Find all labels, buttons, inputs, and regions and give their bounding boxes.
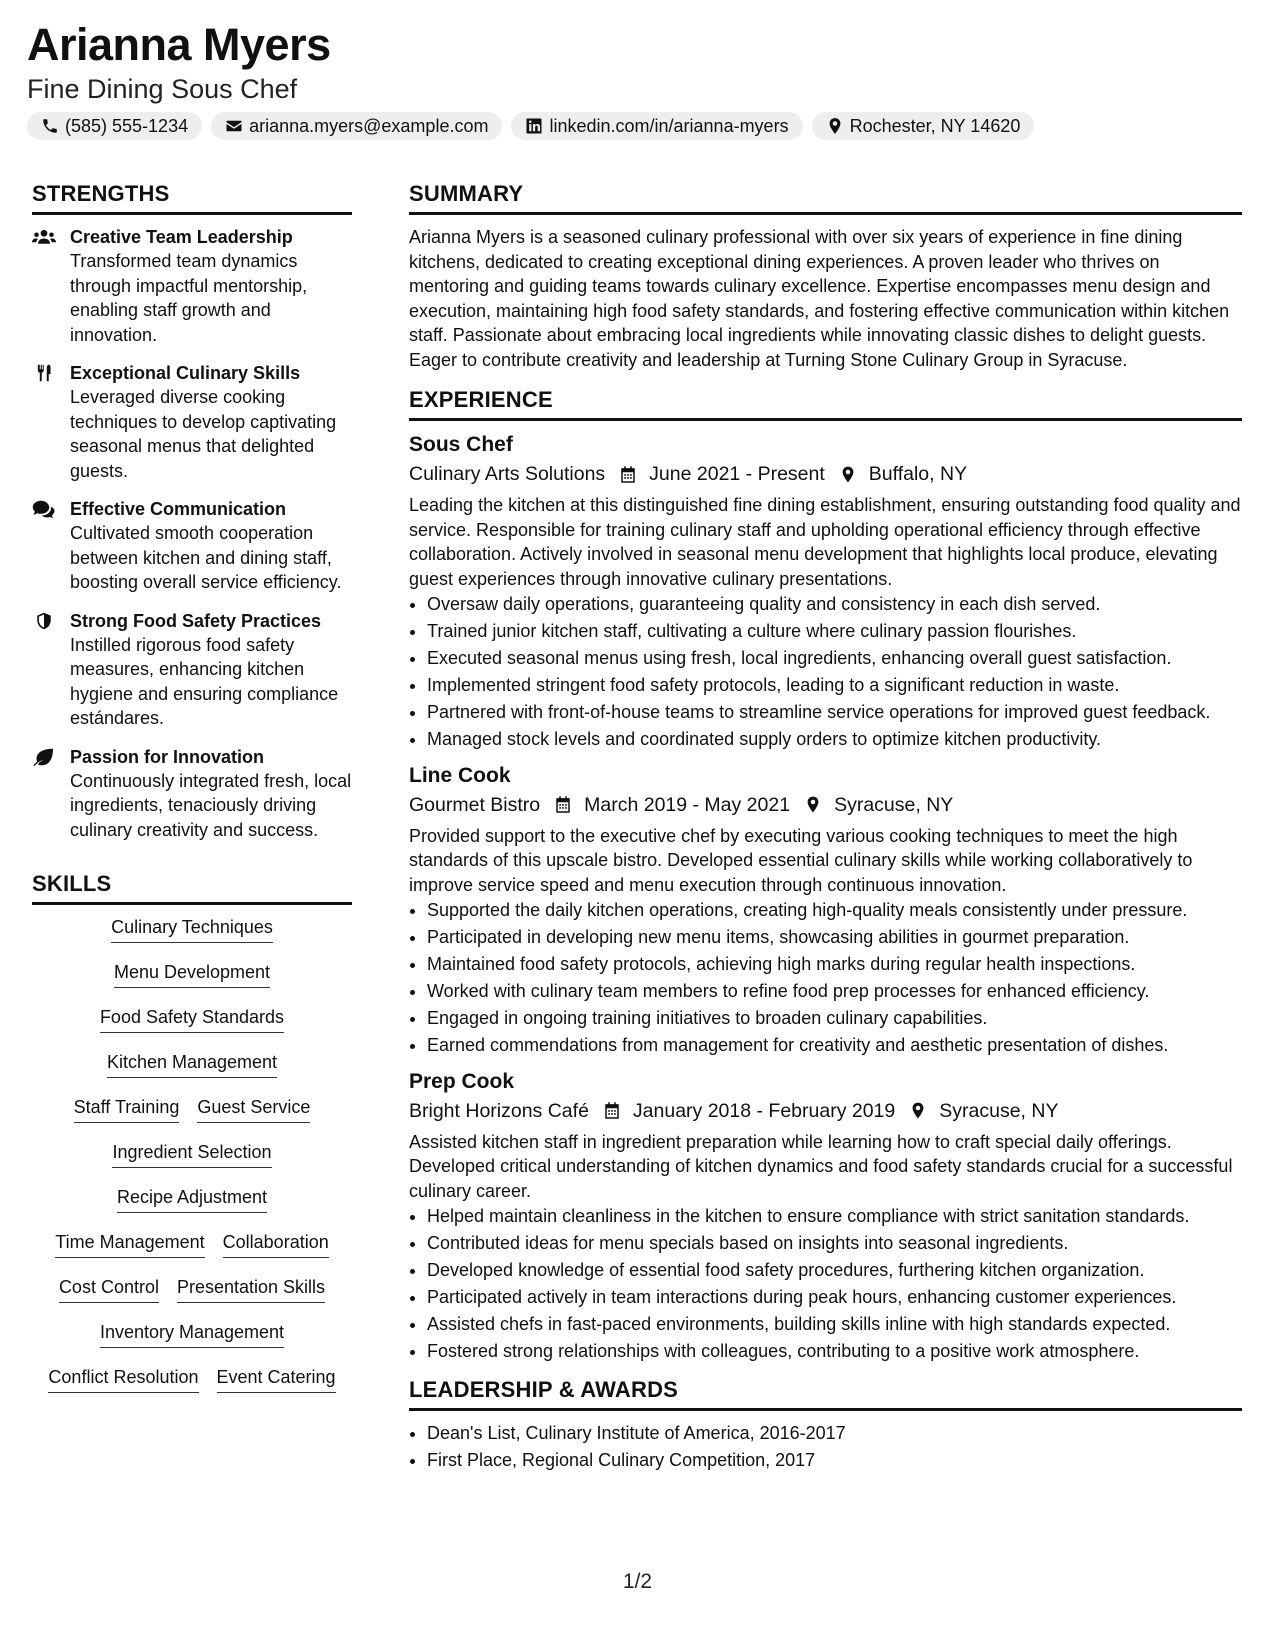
job-company: Culinary Arts Solutions	[409, 463, 606, 485]
location-pin-icon	[826, 117, 844, 135]
left-column	[32, 178, 352, 1410]
strength-item	[32, 609, 352, 731]
job-bullet: • Helped maintain cleanliness in the kitchen to ensure compliance with strict sanitation standards.	[427, 1204, 1242, 1229]
strength-item	[32, 497, 352, 595]
skill-tag: Menu Development	[114, 960, 270, 988]
skill-tag: Event Catering	[217, 1365, 336, 1393]
skill-tag: Inventory Management	[100, 1320, 284, 1348]
strengths-heading: STRENGTHS	[32, 178, 352, 215]
right-column	[409, 178, 1242, 1475]
skill-row	[59, 1275, 325, 1320]
skill-row	[111, 915, 273, 960]
strength-description: Leveraged diverse cooking techniques to develop captivating seasonal menus that delighted guests.	[70, 387, 337, 481]
job-meta	[409, 790, 1242, 820]
skill-row	[48, 1365, 335, 1410]
strength-title: Exceptional Culinary Skills	[70, 363, 301, 383]
job-meta	[409, 459, 1242, 489]
job-description: Leading the kitchen at this distinguished fine dining establishment, ensuring outstanding food quality and service. Responsible for training culinary staff and upholding operational efficiency through effective collaboration. Actively involved in seasonal menu development that highlights local produce, elevating guest experiences through innovative culinary presentations.	[409, 495, 1241, 589]
strength-item	[32, 361, 352, 483]
skill-tag: Conflict Resolution	[48, 1365, 198, 1393]
job-bullet: • Assisted chefs in fast-paced environments, building skills inline with high standards expected.	[427, 1312, 1242, 1337]
contact-location	[812, 112, 1035, 140]
job-bullet: • Supported the daily kitchen operations, creating high-quality meals consistently under pressure.	[427, 898, 1242, 923]
job-bullet: • Developed knowledge of essential food safety procedures, furthering kitchen organization.	[427, 1258, 1242, 1283]
job-bullet: • Oversaw daily operations, guaranteeing quality and consistency in each dish served.	[427, 592, 1242, 617]
summary-text: Arianna Myers is a seasoned culinary professional with over six years of experience in fine dining kitchens, dedicated to creating exceptional dining experiences. A proven leader who thrives on mentoring and guiding teams towards culinary excellence. Expertise encompasses menu design and execution, maintaining high food safety standards, and fostering effective communication within kitchen staff. Passionate about embracing local ingredients while innovating classic dishes to delight guests. Eager to contribute creativity and leadership at Turning Stone Culinary Group in Syracuse.	[409, 227, 1230, 370]
summary-heading: SUMMARY	[409, 178, 1242, 215]
job-bullets	[409, 592, 1242, 752]
experience-list	[409, 431, 1242, 1364]
strength-description: Continuously integrated fresh, local ingredients, tenaciously driving culinary creativity and success.	[70, 770, 352, 840]
email-icon	[225, 117, 243, 135]
contact-linkedin[interactable]	[511, 112, 802, 140]
leaf-icon	[32, 748, 56, 766]
job-bullet: • Trained junior kitchen staff, cultivating a culture where culinary passion flourishes.	[427, 619, 1242, 644]
skill-tag: Culinary Techniques	[111, 915, 273, 943]
job-title: Line Cook	[409, 763, 511, 787]
job-dates: June 2021 - Present	[649, 463, 825, 485]
contact-location-text: Rochester, NY 14620	[849, 115, 1021, 136]
strength-item	[32, 745, 352, 843]
skill-tag: Ingredient Selection	[112, 1140, 271, 1168]
strength-description: Instilled rigorous food safety measures, enhancing kitchen hygiene and ensuring compliance estándares.	[70, 634, 339, 728]
page-number: 1/2	[622, 1570, 653, 1593]
job-bullet: • Implemented stringent food safety protocols, leading to a significant reduction in waste.	[427, 673, 1242, 698]
strength-description: Transformed team dynamics through impactful mentorship, enabling staff growth and innovation.	[70, 251, 308, 345]
strength-description: Cultivated smooth cooperation between kitchen and dining staff, boosting overall service efficiency.	[70, 523, 342, 592]
job-bullet: • Partnered with front-of-house teams to streamline service operations for improved guest feedback.	[427, 700, 1242, 725]
job-location: Syracuse, NY	[834, 793, 954, 816]
skill-row	[55, 1230, 328, 1275]
linkedin-icon	[525, 117, 543, 135]
job-bullets	[409, 898, 1242, 1058]
job-bullet: • Earned commendations from management for creativity and aesthetic presentation of dishes.	[427, 1033, 1242, 1058]
job-location: Buffalo, NY	[868, 463, 968, 485]
job-bullet: • Participated actively in team interactions during peak hours, enhancing customer experiences.	[427, 1285, 1242, 1310]
skill-row	[107, 1050, 277, 1095]
job-bullet: • Contributed ideas for menu specials based on insights into seasonal ingredients.	[427, 1231, 1242, 1256]
skill-tag: Food Safety Standards	[100, 1005, 284, 1033]
job-bullet: • Engaged in ongoing training initiatives to broaden culinary capabilities.	[427, 1006, 1242, 1031]
skill-tag: Collaboration	[223, 1230, 329, 1258]
skill-row	[100, 1005, 284, 1050]
phone-icon	[41, 117, 59, 135]
job-meta	[409, 1096, 1242, 1126]
skills-heading: SKILLS	[32, 868, 352, 905]
calendar-icon	[619, 465, 637, 484]
job-dates: January 2018 - February 2019	[632, 1099, 896, 1122]
job-title: Prep Cook	[409, 1069, 515, 1093]
job-bullet: • Participated in developing new menu items, showcasing abilities in gourmet preparation.	[427, 925, 1242, 950]
strength-title: Creative Team Leadership	[70, 227, 293, 247]
job-location: Syracuse, NY	[939, 1099, 1059, 1122]
users-icon	[32, 228, 56, 246]
strength-title: Strong Food Safety Practices	[70, 610, 322, 631]
job-entry	[409, 1068, 1242, 1364]
contact-linkedin-text: linkedin.com/in/arianna-myers	[549, 115, 789, 136]
contact-phone-text: (585) 555-1234	[65, 115, 189, 136]
candidate-title: Fine Dining Sous Chef	[27, 74, 298, 104]
skill-row	[112, 1140, 271, 1185]
calendar-icon	[554, 795, 572, 814]
skill-tag: Presentation Skills	[177, 1275, 325, 1303]
job-bullet: • Executed seasonal menus using fresh, local ingredients, enhancing overall guest satisfaction.	[427, 646, 1242, 671]
skill-tag: Cost Control	[59, 1275, 159, 1303]
strength-title: Effective Communication	[70, 499, 287, 519]
job-description: Assisted kitchen staff in ingredient preparation while learning how to craft special daily offerings. Developed critical understanding of kitchen dynamics and food safety standards crucial for a successful culinary career.	[409, 1131, 1233, 1201]
skill-row	[117, 1185, 267, 1230]
job-description: Provided support to the executive chef by executing various cooking techniques to meet the high standards of this upscale bistro. Developed essential culinary skills while working collaboratively to improve service speed and menu execution through continuous innovation.	[409, 825, 1193, 895]
awards-heading: LEADERSHIP & AWARDS	[409, 1374, 1242, 1411]
job-dates: March 2019 - May 2021	[584, 793, 791, 816]
award-item: • First Place, Regional Culinary Competition, 2017	[427, 1448, 1242, 1473]
comments-icon	[32, 500, 56, 518]
experience-heading: EXPERIENCE	[409, 384, 1242, 421]
contact-email[interactable]	[211, 112, 502, 140]
skills-list	[32, 915, 352, 1410]
candidate-name: Arianna Myers	[27, 19, 331, 70]
job-bullet: • Fostered strong relationships with colleagues, contributing to a positive work atmosphere.	[427, 1339, 1242, 1364]
calendar-icon	[603, 1101, 621, 1120]
resume-header	[27, 18, 1247, 140]
location-pin-icon	[804, 795, 822, 814]
contact-bar	[27, 112, 1247, 140]
award-item: • Dean's List, Culinary Institute of America, 2016-2017	[427, 1421, 1242, 1446]
strength-title: Passion for Innovation	[70, 746, 265, 767]
skill-tag: Staff Training	[74, 1095, 180, 1123]
skill-tag: Time Management	[55, 1230, 204, 1258]
skill-row	[114, 960, 270, 1005]
job-title: Sous Chef	[409, 433, 513, 456]
skill-row	[74, 1095, 311, 1140]
job-company: Gourmet Bistro	[409, 793, 541, 816]
location-pin-icon	[839, 465, 857, 484]
job-bullet: • Worked with culinary team members to refine food prep processes for enhanced efficiency.	[427, 979, 1242, 1004]
strength-item	[32, 225, 352, 347]
job-bullet: • Managed stock levels and coordinated supply orders to optimize kitchen productivity.	[427, 727, 1242, 752]
job-entry	[409, 762, 1242, 1058]
shield-icon	[32, 612, 56, 630]
skill-row	[100, 1320, 284, 1365]
contact-phone[interactable]	[27, 112, 202, 140]
skill-tag: Guest Service	[197, 1095, 310, 1123]
job-entry	[409, 431, 1242, 752]
utensils-icon	[32, 364, 56, 382]
skill-tag: Recipe Adjustment	[117, 1185, 267, 1213]
job-bullets	[409, 1204, 1242, 1364]
contact-email-text: arianna.myers@example.com	[249, 115, 489, 136]
location-pin-icon	[909, 1101, 927, 1120]
awards-list	[409, 1421, 1242, 1473]
skills-section	[32, 868, 352, 1410]
job-company: Bright Horizons Café	[409, 1099, 589, 1122]
job-bullet: • Maintained food safety protocols, achieving high marks during regular health inspections.	[427, 952, 1242, 977]
skill-tag: Kitchen Management	[107, 1050, 277, 1078]
